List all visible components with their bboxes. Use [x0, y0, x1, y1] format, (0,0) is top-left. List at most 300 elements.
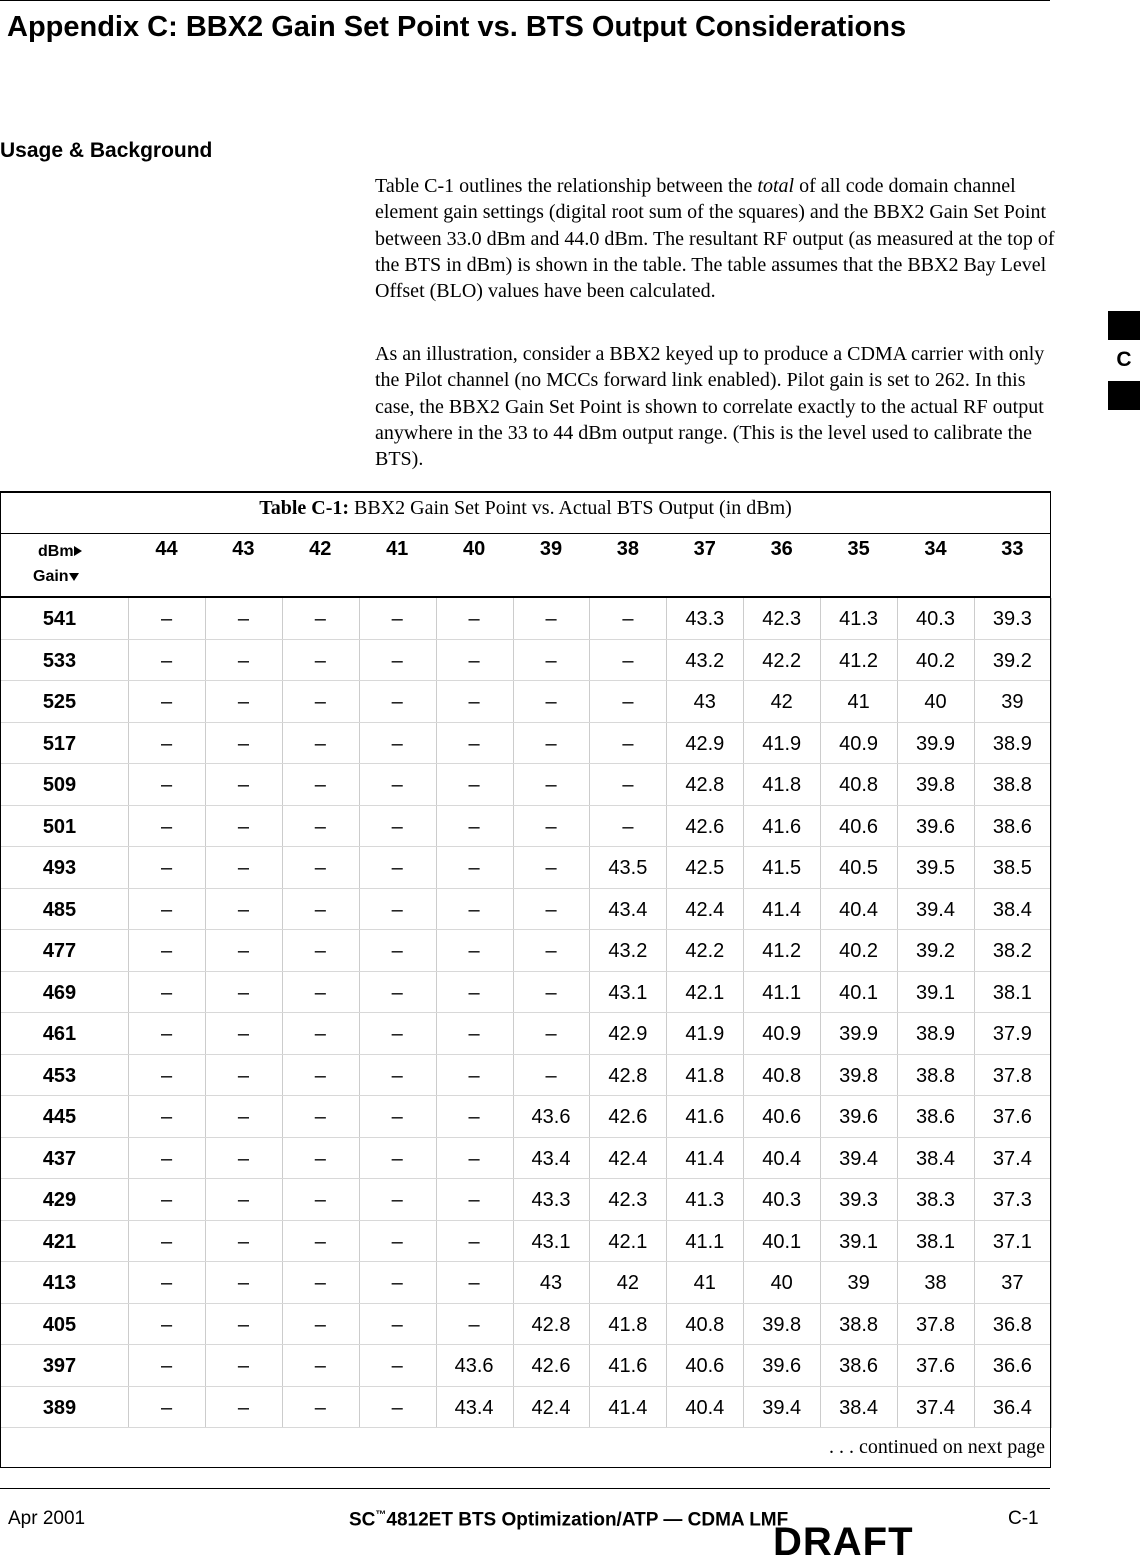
value-cell: 39.9	[916, 732, 955, 755]
value-cell: –	[160, 608, 173, 630]
table-row	[1, 1262, 1050, 1304]
value-cell: –	[314, 815, 326, 838]
value-cell: 41.8	[685, 1064, 725, 1087]
value-cell: –	[160, 1230, 173, 1253]
value-cell: 40.4	[762, 1147, 802, 1170]
section-heading: Usage & Background	[0, 139, 213, 162]
column-divider	[1051, 764, 1052, 806]
column-divider	[1051, 972, 1052, 1014]
value-cell: 39.4	[762, 1396, 802, 1419]
value-cell: 42.9	[685, 732, 725, 755]
value-cell: 43.2	[685, 649, 725, 672]
value-cell: –	[545, 940, 557, 962]
value-cell: –	[391, 981, 403, 1004]
table-row	[1, 972, 1050, 1014]
value-cell: –	[622, 691, 634, 713]
value-cell: 38.5	[992, 857, 1032, 879]
value-cell: 43.5	[608, 857, 648, 879]
column-divider	[1051, 1055, 1052, 1097]
corner-dbm-text: dBm	[38, 543, 74, 560]
column-divider	[1051, 1221, 1052, 1263]
value-cell: 36.6	[992, 1355, 1032, 1377]
column-divider	[1051, 640, 1052, 682]
value-cell: 40.1	[762, 1230, 802, 1253]
value-cell: 42.5	[685, 857, 725, 879]
value-cell: 41.3	[839, 608, 879, 630]
value-cell: 39.6	[762, 1355, 802, 1377]
value-cell: –	[545, 608, 557, 630]
value-cell: 42.6	[685, 815, 725, 838]
value-cell: –	[160, 1106, 173, 1128]
value-cell: –	[160, 1272, 173, 1294]
gain-cell: 501	[42, 815, 77, 838]
value-cell: –	[314, 691, 326, 713]
value-cell: –	[391, 1064, 403, 1087]
table-row	[1, 847, 1050, 889]
value-cell: –	[468, 1313, 480, 1336]
value-cell: –	[314, 774, 326, 796]
value-cell: 42	[616, 1272, 640, 1294]
value-cell: 41.6	[608, 1355, 648, 1377]
value-cell: –	[545, 1023, 557, 1045]
column-divider	[1051, 930, 1052, 972]
gain-cell: 525	[42, 691, 77, 713]
corner-gain-label	[33, 568, 80, 586]
value-cell: 37.8	[992, 1064, 1032, 1087]
value-cell: 37.8	[916, 1313, 955, 1336]
value-cell: –	[545, 732, 557, 755]
value-cell: –	[545, 898, 557, 921]
value-cell: 43.1	[531, 1230, 571, 1253]
value-cell: –	[545, 857, 557, 879]
value-cell: 42.8	[608, 1064, 648, 1087]
value-cell: 40.5	[839, 857, 879, 879]
table-caption-text: BBX2 Gain Set Point vs. Actual BTS Output (in dBm)	[349, 497, 792, 519]
value-cell: –	[237, 1064, 249, 1087]
value-cell: 38.4	[839, 1396, 879, 1419]
row-divider	[1, 1427, 1050, 1428]
value-cell: 40.8	[762, 1064, 802, 1087]
value-cell: 41.6	[762, 815, 802, 838]
value-cell: –	[314, 981, 326, 1004]
value-cell: –	[160, 1064, 173, 1087]
value-cell: –	[314, 1147, 326, 1170]
footer-doc-prefix: SC	[349, 1509, 376, 1531]
value-cell: 42.6	[608, 1106, 648, 1128]
gain-cell: 461	[42, 1023, 77, 1045]
gain-cell: 477	[42, 940, 77, 962]
value-cell: –	[468, 732, 480, 755]
value-cell: –	[391, 940, 403, 962]
value-cell: 40.6	[762, 1106, 802, 1128]
bottom-rule	[0, 1488, 1050, 1489]
value-cell: –	[622, 608, 634, 630]
value-cell: 40.4	[839, 898, 879, 921]
gain-cell: 509	[42, 774, 77, 796]
paragraph-1	[375, 173, 1055, 304]
column-divider	[1051, 1262, 1052, 1304]
table-row	[1, 1096, 1050, 1138]
column-divider	[1051, 1138, 1052, 1180]
value-cell: –	[160, 898, 173, 921]
value-cell: 38.6	[992, 815, 1032, 838]
value-cell: 38.6	[916, 1106, 955, 1128]
value-cell: –	[622, 774, 634, 796]
value-cell: 39.3	[839, 1189, 879, 1211]
value-cell: –	[545, 649, 557, 672]
value-cell: 39.8	[839, 1064, 879, 1087]
value-cell: –	[468, 1147, 480, 1170]
value-cell: –	[237, 1313, 249, 1336]
page-title: Appendix C: BBX2 Gain Set Point vs. BTS Output Considerations	[7, 11, 907, 43]
value-cell: 37.6	[916, 1355, 955, 1377]
value-cell: 41.9	[685, 1023, 725, 1045]
value-cell: –	[314, 1189, 326, 1211]
value-cell: –	[622, 815, 634, 838]
value-cell: 39.9	[839, 1023, 879, 1045]
column-header: 44	[155, 538, 178, 560]
value-cell: –	[468, 608, 480, 630]
column-divider	[1051, 1304, 1052, 1346]
value-cell: 42.4	[531, 1396, 571, 1419]
value-cell: –	[314, 940, 326, 962]
trademark-symbol: ™	[375, 1509, 387, 1521]
value-cell: –	[391, 1106, 403, 1128]
value-cell: –	[314, 898, 326, 921]
table-row	[1, 764, 1050, 806]
value-cell: –	[545, 1064, 557, 1087]
value-cell: 40.6	[839, 815, 879, 838]
value-cell: –	[391, 1189, 403, 1211]
value-cell: 38.4	[992, 898, 1032, 921]
value-cell: –	[468, 691, 480, 713]
top-rule	[0, 0, 1050, 1]
value-cell: 39.2	[992, 649, 1032, 672]
value-cell: 43.3	[531, 1189, 571, 1211]
value-cell: –	[314, 1230, 326, 1253]
value-cell: –	[391, 898, 403, 921]
value-cell: 42.4	[685, 898, 725, 921]
value-cell: 42.8	[531, 1313, 571, 1336]
value-cell: –	[468, 981, 480, 1004]
table-row	[1, 1345, 1050, 1387]
value-cell: 38	[924, 1272, 947, 1294]
value-cell: –	[160, 1147, 173, 1170]
side-tab-top-block	[1108, 311, 1140, 340]
value-cell: –	[160, 691, 173, 713]
value-cell: –	[160, 857, 173, 879]
value-cell: –	[391, 1313, 403, 1336]
paragraph-1-emphasis: total	[757, 175, 795, 197]
side-tab-bottom-block	[1108, 381, 1140, 410]
gain-cell: 405	[42, 1313, 77, 1336]
value-cell: 43.4	[608, 898, 648, 921]
value-cell: –	[545, 691, 557, 713]
column-header: 40	[462, 538, 486, 560]
gain-cell: 413	[42, 1272, 77, 1294]
value-cell: 41.4	[762, 898, 802, 921]
gain-cell: 389	[42, 1396, 77, 1419]
value-cell: –	[160, 774, 173, 796]
value-cell: 41.2	[762, 940, 802, 962]
value-cell: –	[237, 1355, 249, 1377]
gain-cell: 453	[42, 1064, 77, 1087]
value-cell: –	[391, 1023, 403, 1045]
value-cell: –	[160, 1355, 173, 1377]
value-cell: 39.1	[916, 981, 955, 1004]
value-cell: –	[314, 649, 326, 672]
value-cell: 41.1	[685, 1230, 725, 1253]
column-divider	[1051, 1387, 1052, 1429]
value-cell: –	[314, 857, 326, 879]
value-cell: 39.6	[916, 815, 955, 838]
value-cell: 42.2	[762, 649, 802, 672]
continued-note: . . . continued on next page	[828, 1436, 1045, 1458]
value-cell: –	[391, 857, 403, 879]
value-cell: –	[237, 940, 249, 962]
value-cell: –	[237, 1189, 249, 1211]
value-cell: 43.6	[531, 1106, 571, 1128]
value-cell: –	[468, 1023, 480, 1045]
value-cell: –	[545, 815, 557, 838]
value-cell: –	[391, 649, 403, 672]
value-cell: 40.3	[762, 1189, 802, 1211]
value-cell: 43.3	[685, 608, 725, 630]
column-divider	[1051, 806, 1052, 848]
value-cell: 39	[847, 1272, 870, 1294]
value-cell: 40	[924, 691, 947, 713]
value-cell: –	[391, 732, 403, 755]
value-cell: 38.8	[916, 1064, 955, 1087]
table-caption	[0, 497, 1051, 520]
value-cell: –	[237, 1106, 249, 1128]
value-cell: 37.1	[992, 1230, 1032, 1253]
table-row	[1, 930, 1050, 972]
value-cell: 41.1	[762, 981, 802, 1004]
value-cell: –	[237, 691, 249, 713]
value-cell: –	[314, 1106, 326, 1128]
value-cell: –	[160, 732, 173, 755]
value-cell: –	[237, 1230, 249, 1253]
value-cell: 40.6	[685, 1355, 725, 1377]
value-cell: 41.8	[608, 1313, 648, 1336]
table-row	[1, 723, 1050, 765]
value-cell: 41.2	[839, 649, 879, 672]
value-cell: 42.1	[608, 1230, 648, 1253]
column-header: 43	[232, 538, 255, 560]
value-cell: 38.9	[992, 732, 1032, 755]
value-cell: –	[468, 1064, 480, 1087]
value-cell: 38.4	[916, 1147, 955, 1170]
value-cell: –	[237, 1396, 249, 1419]
value-cell: –	[468, 1272, 480, 1294]
value-cell: 38.8	[992, 774, 1032, 796]
value-cell: 43.2	[608, 940, 648, 962]
value-cell: 37.9	[992, 1023, 1032, 1045]
value-cell: –	[314, 1355, 326, 1377]
value-cell: –	[545, 981, 557, 1004]
value-cell: –	[391, 1272, 403, 1294]
table-row	[1, 806, 1050, 848]
value-cell: 42	[770, 691, 793, 713]
value-cell: 37.3	[992, 1189, 1032, 1211]
column-divider	[1051, 847, 1052, 889]
value-cell: 40.4	[685, 1396, 725, 1419]
value-cell: –	[237, 857, 249, 879]
value-cell: –	[160, 940, 173, 962]
corner-dbm-label	[38, 543, 83, 561]
column-header: 34	[924, 538, 947, 560]
value-cell: 39.5	[916, 857, 955, 879]
column-header: 38	[616, 538, 640, 560]
column-header: 36	[770, 538, 793, 560]
value-cell: –	[468, 1106, 480, 1128]
value-cell: 42.4	[608, 1147, 648, 1170]
value-cell: 43.6	[454, 1355, 494, 1377]
value-cell: –	[545, 774, 557, 796]
value-cell: 39.8	[762, 1313, 802, 1336]
value-cell: –	[314, 608, 326, 630]
value-cell: 40.8	[839, 774, 879, 796]
value-cell: –	[391, 1396, 403, 1419]
gain-cell: 485	[42, 898, 77, 921]
value-cell: –	[237, 898, 249, 921]
value-cell: –	[391, 815, 403, 838]
value-cell: 40.8	[685, 1313, 725, 1336]
value-cell: –	[160, 1313, 173, 1336]
column-divider	[1051, 1179, 1052, 1221]
value-cell: 41.4	[685, 1147, 725, 1170]
table-row	[1, 1387, 1050, 1429]
value-cell: –	[391, 691, 403, 713]
value-cell: 42.6	[531, 1355, 571, 1377]
value-cell: 43	[539, 1272, 563, 1294]
value-cell: –	[314, 1272, 326, 1294]
value-cell: 38.2	[992, 940, 1032, 962]
table-row	[1, 1013, 1050, 1055]
value-cell: –	[468, 940, 480, 962]
corner-gain-text: Gain	[33, 568, 69, 585]
value-cell: 39.4	[916, 898, 955, 921]
value-cell: –	[468, 649, 480, 672]
value-cell: –	[391, 1147, 403, 1170]
value-cell: 41.8	[762, 774, 802, 796]
value-cell: 40	[770, 1272, 793, 1294]
gain-cell: 493	[42, 857, 77, 879]
footer-doc-rest: 4812ET BTS Optimization/ATP — CDMA LMF	[386, 1509, 789, 1531]
value-cell: –	[237, 815, 249, 838]
table-row	[1, 1138, 1050, 1180]
value-cell: 38.1	[992, 981, 1032, 1004]
value-cell: 38.3	[916, 1189, 955, 1211]
value-cell: –	[237, 649, 249, 672]
value-cell: 40.9	[762, 1023, 802, 1045]
value-cell: –	[160, 649, 173, 672]
gain-cell: 429	[42, 1189, 77, 1211]
value-cell: 37.4	[916, 1396, 955, 1419]
column-header: 37	[693, 538, 716, 560]
value-cell: 38.8	[839, 1313, 879, 1336]
value-cell: –	[468, 1230, 480, 1253]
value-cell: 39.3	[992, 608, 1032, 630]
side-tab-letter: C	[1116, 348, 1132, 371]
value-cell: 42.1	[685, 981, 725, 1004]
value-cell: –	[237, 1147, 249, 1170]
value-cell: –	[237, 774, 249, 796]
value-cell: –	[237, 608, 249, 630]
arrow-down-icon	[69, 572, 80, 582]
value-cell: 36.8	[992, 1313, 1032, 1336]
column-divider	[1051, 598, 1052, 640]
value-cell: –	[468, 774, 480, 796]
value-cell: –	[391, 1355, 403, 1377]
value-cell: 41.5	[762, 857, 802, 879]
value-cell: 42.2	[685, 940, 725, 962]
table-row	[1, 681, 1050, 723]
value-cell: 41.9	[762, 732, 802, 755]
gain-cell: 541	[42, 608, 77, 630]
value-cell: –	[391, 1230, 403, 1253]
value-cell: –	[468, 898, 480, 921]
value-cell: 43	[693, 691, 716, 713]
column-header: 33	[1001, 538, 1024, 560]
value-cell: 36.4	[992, 1396, 1032, 1419]
value-cell: 39.6	[839, 1106, 879, 1128]
value-cell: –	[391, 608, 403, 630]
value-cell: 39.8	[916, 774, 955, 796]
value-cell: 41	[847, 691, 870, 713]
table-row	[1, 1304, 1050, 1346]
draft-watermark: DRAFT	[773, 1520, 914, 1564]
table-row	[1, 1221, 1050, 1263]
value-cell: –	[622, 732, 634, 755]
column-divider	[1051, 1096, 1052, 1138]
paragraph-1-part-2: of all code domain channel element gain settings (digital root sum of the squares) and the BBX2 Gain Set Point between 33.0 dBm and 44.0 dBm. The resultant RF output (as measured at the top of the BTS in dBm) is shown in the table. The table assumes that the BBX2 Bay Level Offset (BLO) values have been calculated.	[375, 175, 1055, 303]
value-cell: 39.1	[839, 1230, 879, 1253]
paragraph-1-part-1: Table C-1 outlines the relationship between the	[375, 175, 758, 197]
footer-document-title	[349, 1509, 788, 1531]
value-cell: 43.4	[531, 1147, 571, 1170]
table-row	[1, 598, 1050, 640]
value-cell: 41.4	[608, 1396, 648, 1419]
column-divider	[1051, 889, 1052, 931]
gain-cell: 437	[42, 1147, 77, 1170]
value-cell: 38.6	[839, 1355, 879, 1377]
value-cell: –	[237, 732, 249, 755]
value-cell: 39.4	[839, 1147, 879, 1170]
value-cell: –	[468, 1189, 480, 1211]
value-cell: 43.4	[454, 1396, 494, 1419]
table-row	[1, 889, 1050, 931]
value-cell: 37.6	[992, 1106, 1032, 1128]
value-cell: 38.1	[916, 1230, 955, 1253]
gain-cell: 469	[42, 981, 77, 1004]
value-cell: 37	[1001, 1272, 1024, 1294]
value-cell: 40.2	[839, 940, 879, 962]
value-cell: 41.3	[685, 1189, 725, 1211]
gain-cell: 533	[42, 649, 77, 672]
value-cell: 37.4	[992, 1147, 1032, 1170]
value-cell: –	[160, 981, 173, 1004]
paragraph-2: As an illustration, consider a BBX2 keyed up to produce a CDMA carrier with only the Pilot channel (no MCCs forward link enabled). Pilot gain is set to 262. In this case, the BBX2 Gain Set Point is shown to correlate exactly to the actual RF output anywhere in the 33 to 44 dBm output range. (This is the level used to calibrate the BTS).	[375, 343, 1045, 471]
column-header: 39	[539, 538, 563, 560]
value-cell: –	[160, 815, 173, 838]
value-cell: –	[237, 1272, 249, 1294]
table-caption-label: Table C-1:	[259, 497, 350, 519]
footer-page-number: C-1	[1008, 1508, 1039, 1529]
column-divider	[1051, 1345, 1052, 1387]
value-cell: 42.8	[685, 774, 725, 796]
